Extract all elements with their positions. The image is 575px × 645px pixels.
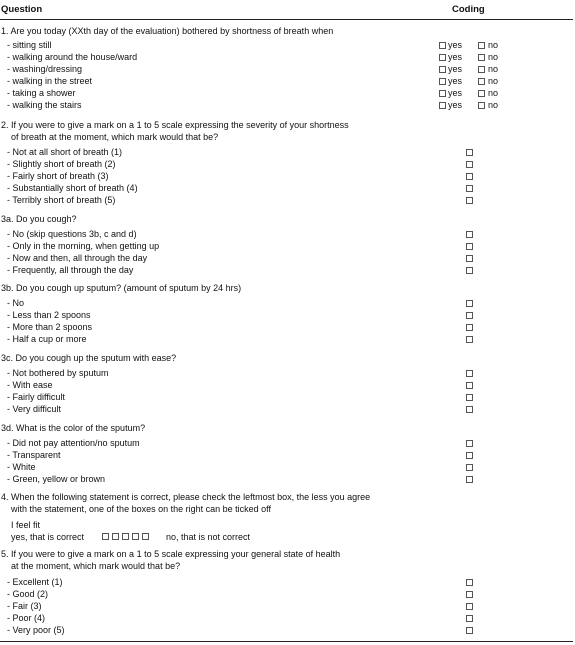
q3d-option-label: - Did not pay attention/no sputum <box>7 438 140 448</box>
q1-yes-checkbox[interactable] <box>439 42 446 49</box>
q2-option-label: - Fairly short of breath (3) <box>7 171 109 181</box>
coding-column-header: Coding <box>452 4 485 15</box>
q5-option-checkbox[interactable] <box>466 603 473 610</box>
q4-left-anchor: yes, that is correct <box>11 532 85 542</box>
q1-option-label: - taking a shower <box>7 88 76 98</box>
q3d-option-label: - White <box>7 462 36 472</box>
q3a-option-checkbox[interactable] <box>466 267 473 274</box>
q1-yes-label: yes <box>448 88 463 98</box>
q3d-option-label: - Green, yellow or brown <box>7 474 106 484</box>
q4-scale-box-4[interactable] <box>132 533 139 540</box>
q4-scale-box-1[interactable] <box>102 533 109 540</box>
q3d-option-checkbox[interactable] <box>466 464 473 471</box>
q5-option-label: - Fair (3) <box>7 601 42 611</box>
q1-option-label: - walking in the street <box>7 76 93 86</box>
q1-question: 1. Are you today (XXth day of the evaluation) bothered by shortness of breath when <box>1 26 334 36</box>
q5-option-checkbox[interactable] <box>466 627 473 634</box>
q1-option-label: - walking around the house/ward <box>7 52 138 62</box>
q3c-question: 3c. Do you cough up the sputum with ease? <box>1 353 177 363</box>
q3d-option-label: - Transparent <box>7 450 61 460</box>
q1-option-label: - sitting still <box>7 40 52 50</box>
q1-yes-checkbox[interactable] <box>439 102 446 109</box>
q1-yes-label: yes <box>448 52 463 62</box>
q1-no-checkbox[interactable] <box>478 90 485 97</box>
q3b-option-label: - No <box>7 298 25 308</box>
q3b-option-label: - Less than 2 spoons <box>7 310 91 320</box>
q4-scale-box-2[interactable] <box>112 533 119 540</box>
q5-option-label: - Poor (4) <box>7 613 46 623</box>
q1-no-checkbox[interactable] <box>478 102 485 109</box>
q2-question-line2: of breath at the moment, which mark would that be? <box>11 132 219 142</box>
header-rule <box>0 19 573 20</box>
q3a-option-checkbox[interactable] <box>466 231 473 238</box>
q3c-option-label: - Very difficult <box>7 404 61 414</box>
q1-yes-label: yes <box>448 40 463 50</box>
q4-right-anchor: no, that is not correct <box>166 532 251 542</box>
q3a-option-checkbox[interactable] <box>466 255 473 262</box>
q3c-option-checkbox[interactable] <box>466 370 473 377</box>
q4-scale-box-5[interactable] <box>142 533 149 540</box>
q3c-option-label: - Fairly difficult <box>7 392 65 402</box>
q3c-option-checkbox[interactable] <box>466 394 473 401</box>
q5-option-label: - Very poor (5) <box>7 625 65 635</box>
q1-yes-label: yes <box>448 76 463 86</box>
q2-option-label: - Not at all short of breath (1) <box>7 147 123 157</box>
q1-yes-checkbox[interactable] <box>439 54 446 61</box>
q1-yes-label: yes <box>448 64 463 74</box>
q2-option-checkbox[interactable] <box>466 161 473 168</box>
q2-option-label: - Terribly short of breath (5) <box>7 195 116 205</box>
q1-option-label: - walking the stairs <box>7 100 82 110</box>
q5-option-label: - Excellent (1) <box>7 577 63 587</box>
q1-yes-checkbox[interactable] <box>439 90 446 97</box>
q1-no-label: no <box>488 64 499 74</box>
q1-no-checkbox[interactable] <box>478 42 485 49</box>
q3b-option-checkbox[interactable] <box>466 312 473 319</box>
q2-option-label: - Substantially short of breath (4) <box>7 183 138 193</box>
q3c-option-checkbox[interactable] <box>466 406 473 413</box>
footer-rule <box>0 641 573 642</box>
q2-option-label: - Slightly short of breath (2) <box>7 159 116 169</box>
q3d-option-checkbox[interactable] <box>466 440 473 447</box>
q4-question-line1: 4. When the following statement is correct, please check the leftmost box, the less you agree <box>1 492 371 502</box>
q3b-option-label: - More than 2 spoons <box>7 322 93 332</box>
q2-option-checkbox[interactable] <box>466 149 473 156</box>
q1-no-label: no <box>488 88 499 98</box>
q3d-option-checkbox[interactable] <box>466 476 473 483</box>
q1-no-label: no <box>488 76 499 86</box>
q3c-option-label: - With ease <box>7 380 53 390</box>
q1-option-label: - washing/dressing <box>7 64 83 74</box>
q3a-option-label: - No (skip questions 3b, c and d) <box>7 229 137 239</box>
q3b-question: 3b. Do you cough up sputum? (amount of sputum by 24 hrs) <box>1 283 242 293</box>
q4-statement: I feel fit <box>11 520 41 530</box>
q5-option-label: - Good (2) <box>7 589 49 599</box>
q1-no-checkbox[interactable] <box>478 78 485 85</box>
q2-option-checkbox[interactable] <box>466 185 473 192</box>
q5-option-checkbox[interactable] <box>466 579 473 586</box>
q5-question-line1: 5. If you were to give a mark on a 1 to 5 scale expressing your general state of health <box>1 549 341 559</box>
q1-yes-checkbox[interactable] <box>439 66 446 73</box>
q1-no-checkbox[interactable] <box>478 54 485 61</box>
q3c-option-label: - Not bothered by sputum <box>7 368 109 378</box>
q2-question-line1: 2. If you were to give a mark on a 1 to 5 scale expressing the severity of your shortness <box>1 120 349 130</box>
q2-option-checkbox[interactable] <box>466 173 473 180</box>
q1-no-label: no <box>488 52 499 62</box>
q1-no-checkbox[interactable] <box>478 66 485 73</box>
q3a-option-label: - Now and then, all through the day <box>7 253 148 263</box>
q4-question-line2: with the statement, one of the boxes on the right can be ticked off <box>11 504 271 514</box>
q1-no-label: no <box>488 100 499 110</box>
q1-yes-checkbox[interactable] <box>439 78 446 85</box>
q3b-option-checkbox[interactable] <box>466 324 473 331</box>
q3b-option-checkbox[interactable] <box>466 336 473 343</box>
q3a-option-label: - Only in the morning, when getting up <box>7 241 160 251</box>
q3a-option-label: - Frequently, all through the day <box>7 265 134 275</box>
q3b-option-label: - Half a cup or more <box>7 334 87 344</box>
q3b-option-checkbox[interactable] <box>466 300 473 307</box>
q3c-option-checkbox[interactable] <box>466 382 473 389</box>
q3d-option-checkbox[interactable] <box>466 452 473 459</box>
q4-scale-box-3[interactable] <box>122 533 129 540</box>
q1-no-label: no <box>488 40 499 50</box>
q2-option-checkbox[interactable] <box>466 197 473 204</box>
question-column-header: Question <box>1 4 43 15</box>
q5-option-checkbox[interactable] <box>466 591 473 598</box>
q1-yes-label: yes <box>448 100 463 110</box>
q3d-question: 3d. What is the color of the sputum? <box>1 423 146 433</box>
q5-question-line2: at the moment, which mark would that be? <box>11 561 181 571</box>
q3a-option-checkbox[interactable] <box>466 243 473 250</box>
q5-option-checkbox[interactable] <box>466 615 473 622</box>
q3a-question: 3a. Do you cough? <box>1 214 77 224</box>
